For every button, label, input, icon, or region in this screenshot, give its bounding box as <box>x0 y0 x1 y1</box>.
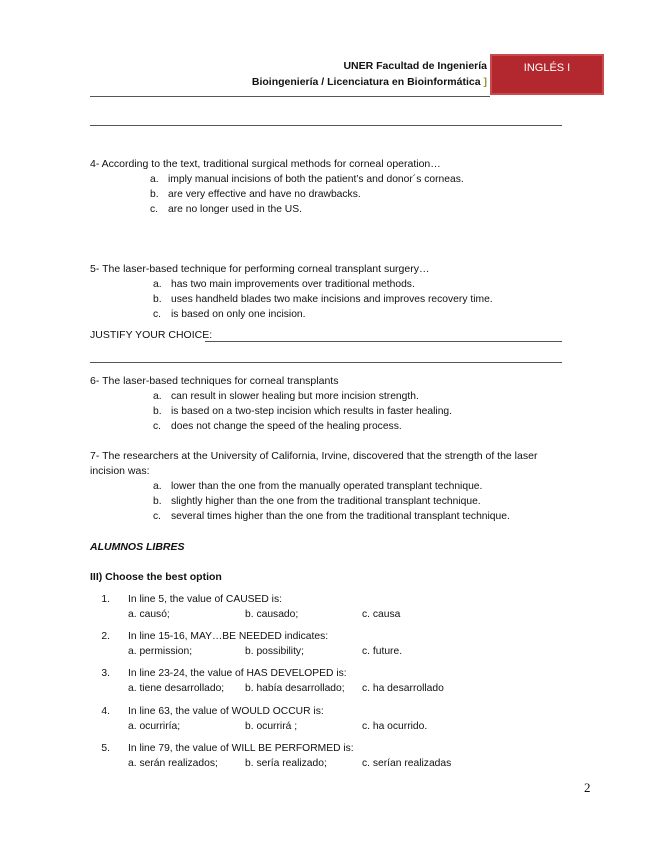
item-2-option-a[interactable]: a. permission; <box>128 646 193 657</box>
justify-input-line-2[interactable] <box>90 362 562 363</box>
question-4-option-b[interactable]: b. are very effective and have no drawbacks. <box>150 189 361 200</box>
question-7-stem-line-1: 7- The researchers at the University of California, Irvine, discovered that the strength of the laser <box>90 450 538 462</box>
page-number: 2 <box>584 780 591 795</box>
section-subtitle: III) Choose the best option <box>90 571 222 583</box>
question-7-option-b[interactable]: b. slightly higher than the one from the traditional transplant technique. <box>153 496 481 507</box>
item-3: 3. In line 23-24, the value of HAS DEVELOPED is: a. tiene desarrollado; b. había desarrollado; c. ha desarrollado <box>101 668 444 694</box>
item-5-option-c[interactable]: c. serían realizadas <box>362 758 452 769</box>
item-4: 4. In line 63, the value of WOULD OCCUR is: a. ocurriría; b. ocurrirá ; c. ha ocurrido. <box>101 706 428 732</box>
question-4-option-a[interactable]: a. imply manual incisions of both the patient’s and donor´s corneas. <box>150 174 464 185</box>
question-6-option-c[interactable]: c. does not change the speed of the healing process. <box>153 421 402 432</box>
section-title: ALUMNOS LIBRES <box>90 541 185 553</box>
question-6-option-a[interactable]: a. can result in slower healing but more incision strength. <box>153 391 419 402</box>
item-4-option-a[interactable]: a. ocurriría; <box>128 721 181 732</box>
question-4-option-c[interactable]: c. are no longer used in the US. <box>150 204 302 215</box>
faculty-title: UNER Facultad de Ingeniería <box>343 60 487 72</box>
item-2-option-b[interactable]: b. possibility; <box>245 646 304 657</box>
header-rule <box>90 96 490 97</box>
answer-line <box>90 125 562 126</box>
question-5-option-b[interactable]: b. uses handheld blades two make incisions and improves recovery time. <box>153 294 493 305</box>
question-6-stem: 6- The laser-based techniques for corneal transplants <box>90 375 339 387</box>
item-5: 5. In line 79, the value of WILL BE PERFORMED is: a. serán realizados; b. sería realizado; c. serían realizadas <box>101 743 452 769</box>
question-7-stem-line-2: incision was: <box>90 465 150 477</box>
item-1: 1. In line 5, the value of CAUSED is: a. causó; b. causado; c. causa <box>101 594 401 620</box>
header-text <box>252 58 487 90</box>
item-5-option-a[interactable]: a. serán realizados; <box>128 758 218 769</box>
item-2-option-c[interactable]: c. future. <box>362 646 403 657</box>
item-3-option-b[interactable]: b. había desarrollado; <box>245 683 345 694</box>
item-5-option-b[interactable]: b. sería realizado; <box>245 758 327 769</box>
question-5-stem: 5- The laser-based technique for performing corneal transplant surgery… <box>90 263 430 275</box>
item-3-option-a[interactable]: a. tiene desarrollado; <box>128 683 225 694</box>
program-title: Bioingeniería / Licenciatura en Bioinformática ] <box>251 76 487 88</box>
item-3-option-c[interactable]: c. ha desarrollado <box>362 683 444 694</box>
course-badge: INGLÉS I <box>490 54 604 95</box>
item-1-option-c[interactable]: c. causa <box>362 609 401 620</box>
justify-label: JUSTIFY YOUR CHOICE: <box>90 329 213 341</box>
item-1-option-a[interactable]: a. causó; <box>128 609 170 620</box>
item-1-option-b[interactable]: b. causado; <box>245 609 299 620</box>
justify-input-line[interactable] <box>205 341 562 342</box>
question-6-option-b[interactable]: b. is based on a two-step incision which results in faster healing. <box>153 406 453 417</box>
question-5-option-a[interactable]: a. has two main improvements over traditional methods. <box>153 279 415 290</box>
question-4-stem: 4- According to the text, traditional surgical methods for corneal operation… <box>90 158 441 170</box>
item-4-option-c[interactable]: c. ha ocurrido. <box>362 721 428 732</box>
header-bracket: ] <box>483 76 487 88</box>
question-7-option-c[interactable]: c. several times higher than the one from the traditional transplant technique. <box>153 511 510 522</box>
question-5-option-c[interactable]: c. is based on only one incision. <box>153 309 306 320</box>
question-7-option-a[interactable]: a. lower than the one from the manually operated transplant technique. <box>153 481 483 492</box>
item-4-option-b[interactable]: b. ocurrirá ; <box>245 721 298 732</box>
item-2: 2. In line 15-16, MAY…BE NEEDED indicates: a. permission; b. possibility; c. future. <box>101 631 403 657</box>
